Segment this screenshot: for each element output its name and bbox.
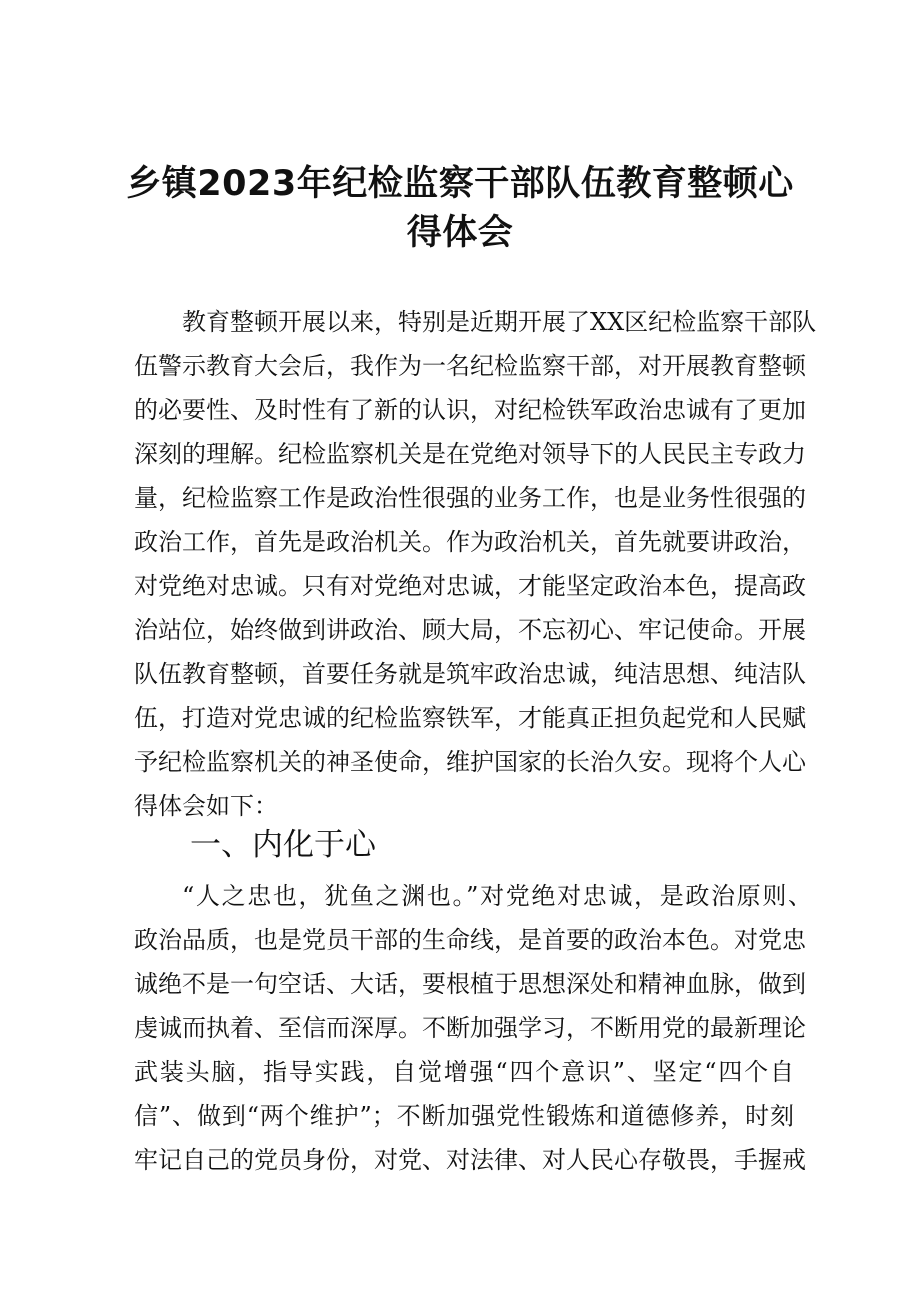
paragraph-line: 对党绝对忠诚。只有对党绝对忠诚，才能坚定政治本色，提高政 <box>134 572 806 600</box>
paragraph-line: 予纪检监察机关的神圣使命，维护国家的长治久安。现将个人心 <box>134 748 806 776</box>
paragraph-line: 伍，打造对党忠诚的纪检监察铁军，才能真正担负起党和人民赋 <box>134 704 806 732</box>
paragraph-line: 的必要性、及时性有了新的认识，对纪检铁军政治忠诚有了更加 <box>134 396 806 424</box>
paragraph-line: 治站位，始终做到讲政治、顾大局，不忘初心、牢记使命。开展 <box>134 616 806 644</box>
paragraph-line: 政治品质，也是党员干部的生命线，是首要的政治本色。对党忠 <box>134 926 806 954</box>
paragraph-line: 政治工作，首先是政治机关。作为政治机关，首先就要讲政治， <box>134 528 806 556</box>
paragraph-line: 牢记自己的党员身份，对党、对法律、对人民心存敬畏，手握戒 <box>134 1146 806 1174</box>
paragraph-line: 信”、做到“两个维护”；不断加强党性锻炼和道德修养，时刻 <box>134 1102 794 1130</box>
document-title-line-1: 乡镇2023年纪检监察干部队伍教育整顿心 <box>126 164 794 204</box>
paragraph-line: 教育整顿开展以来，特别是近期开展了XX区纪检监察干部队 <box>182 308 817 336</box>
paragraph-line: 诚绝不是一句空话、大话，要根植于思想深处和精神血脉，做到 <box>134 970 806 998</box>
paragraph-line: “人之忠也，犹鱼之渊也。”对党绝对忠诚，是政治原则、 <box>182 882 812 910</box>
paragraph-line: 伍警示教育大会后，我作为一名纪检监察干部，对开展教育整顿 <box>134 352 806 380</box>
paragraph-line: 深刻的理解。纪检监察机关是在党绝对领导下的人民民主专政力 <box>134 440 806 468</box>
paragraph-line: 虔诚而执着、至信而深厚。不断加强学习，不断用党的最新理论 <box>134 1014 806 1042</box>
paragraph-line: 量，纪检监察工作是政治性很强的业务工作，也是业务性很强的 <box>134 484 806 512</box>
document-title-line-2: 得体会 <box>406 213 514 253</box>
paragraph-line: 得体会如下： <box>134 792 278 820</box>
paragraph-line: 队伍教育整顿，首要任务就是筑牢政治忠诚，纯洁思想、纯洁队 <box>134 660 806 688</box>
paragraph-line: 武装头脑，指导实践，自觉增强“四个意识”、坚定“四个自 <box>134 1058 794 1086</box>
section-heading: 一、内化于心 <box>190 827 376 863</box>
